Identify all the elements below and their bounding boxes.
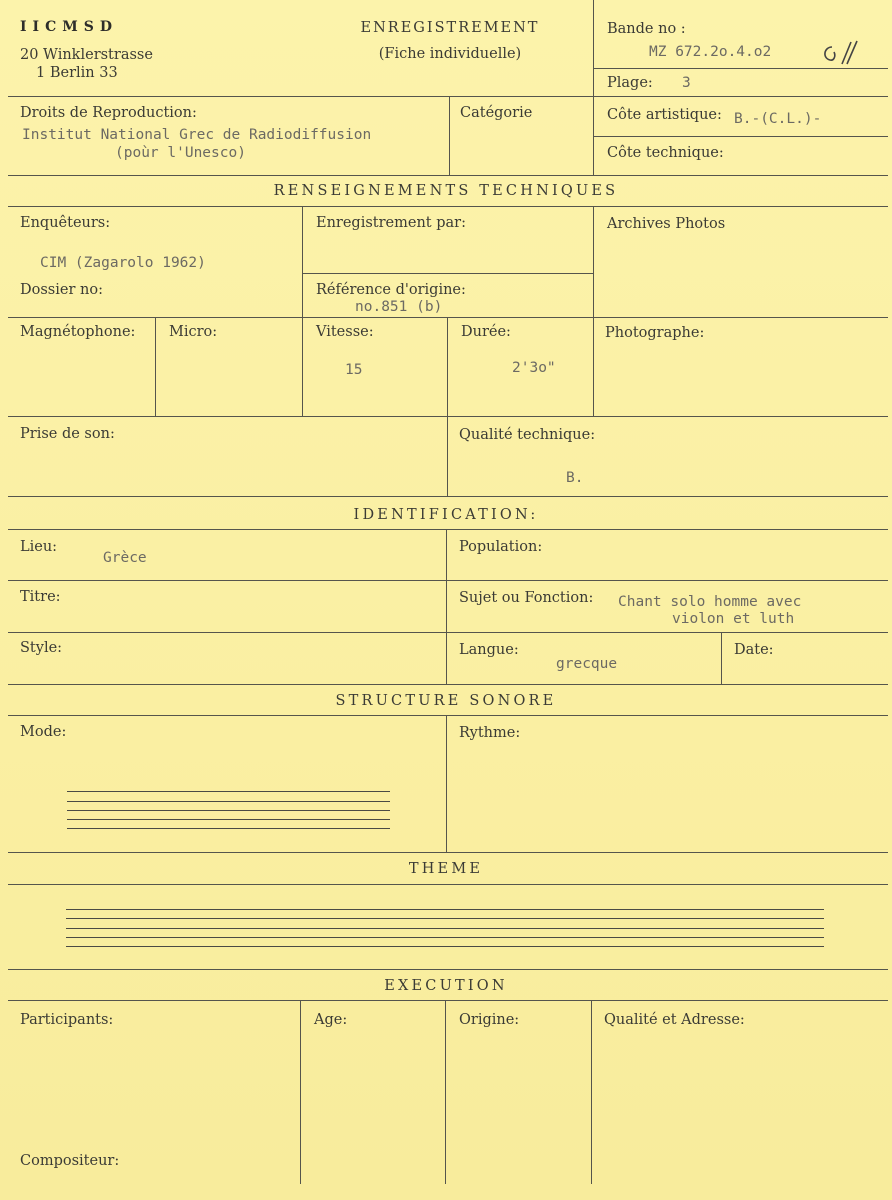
staff-line <box>67 791 390 792</box>
vitesse-label: Vitesse: <box>316 324 374 340</box>
age-label: Age: <box>314 1012 348 1028</box>
divider <box>446 715 447 853</box>
divider <box>302 273 593 274</box>
address-city: 1 Berlin 33 <box>36 65 118 81</box>
form-title: ENREGISTREMENT <box>360 20 540 36</box>
staff-line <box>66 928 824 929</box>
date-label: Date: <box>734 642 774 658</box>
mode-label: Mode: <box>20 724 67 740</box>
divider <box>593 206 594 416</box>
cote-artistique-label: Côte artistique: <box>607 107 722 123</box>
divider <box>8 416 888 417</box>
divider <box>8 580 888 581</box>
staff-line <box>67 828 390 829</box>
section-title-technical: RENSEIGNEMENTS TECHNIQUES <box>273 183 619 199</box>
micro-label: Micro: <box>169 324 218 340</box>
divider <box>8 175 888 176</box>
divider <box>8 1000 888 1001</box>
photographe-label: Photographe: <box>605 325 705 341</box>
dossier-label: Dossier no: <box>20 282 103 298</box>
sujet-label: Sujet ou Fonction: <box>459 590 594 606</box>
divider <box>593 136 888 137</box>
cote-technique-label: Côte technique: <box>607 145 724 161</box>
sujet-value-line1: Chant solo homme avec <box>618 594 802 610</box>
divider <box>449 97 450 175</box>
section-title-execution: EXECUTION <box>384 978 508 994</box>
reference-label: Référence d'origine: <box>316 282 466 298</box>
divider <box>445 1000 446 1184</box>
divider <box>8 96 888 97</box>
divider <box>591 1000 592 1184</box>
rythme-label: Rythme: <box>459 725 521 741</box>
style-label: Style: <box>20 640 63 656</box>
plage-label: Plage: <box>607 75 653 91</box>
divider <box>446 529 447 684</box>
divider <box>8 529 888 530</box>
divider <box>721 632 722 684</box>
divider <box>8 317 888 318</box>
duree-value: 2'3o" <box>512 360 556 376</box>
divider <box>8 884 888 885</box>
section-title-theme: THEME <box>408 861 484 877</box>
plage-value: 3 <box>682 75 691 91</box>
magnetophone-label: Magnétophone: <box>20 324 136 340</box>
staff-line <box>67 810 390 811</box>
staff-line <box>66 918 824 919</box>
sujet-value-line2: violon et luth <box>672 611 795 627</box>
rights-value-line1: Institut National Grec de Radiodiffusion <box>22 127 372 143</box>
form-subtitle: (Fiche individuelle) <box>378 46 522 62</box>
divider <box>593 68 888 69</box>
qualite-technique-value: B. <box>566 470 584 486</box>
population-label: Population: <box>459 539 543 555</box>
vitesse-value: 15 <box>345 362 363 378</box>
divider <box>8 715 888 716</box>
section-title-identification: IDENTIFICATION: <box>353 507 539 523</box>
reference-value: no.851 (b) <box>355 299 443 315</box>
prise-de-son-label: Prise de son: <box>20 426 115 442</box>
enqueteurs-label: Enquêteurs: <box>20 215 111 231</box>
section-title-structure: STRUCTURE SONORE <box>335 693 557 709</box>
rights-value-line2: (poùr l'Unesco) <box>115 145 246 161</box>
staff-line <box>67 801 390 802</box>
rights-label: Droits de Reproduction: <box>20 105 197 121</box>
bande-label: Bande no : <box>607 21 686 37</box>
archives-photos-label: Archives Photos <box>607 216 726 232</box>
divider <box>447 317 448 497</box>
duree-label: Durée: <box>461 324 511 340</box>
langue-value: grecque <box>556 656 618 672</box>
address-street: 20 Winklerstrasse <box>20 47 153 63</box>
enqueteurs-value: CIM (Zagarolo 1962) <box>40 255 206 271</box>
titre-label: Titre: <box>20 589 61 605</box>
langue-label: Langue: <box>459 642 519 658</box>
participants-label: Participants: <box>20 1012 114 1028</box>
divider <box>8 632 888 633</box>
staff-line <box>66 909 824 910</box>
categorie-label: Catégorie <box>460 105 533 121</box>
staff-line <box>66 937 824 938</box>
divider <box>155 317 156 416</box>
bande-value: MZ 672.2o.4.o2 <box>649 44 772 60</box>
divider <box>302 206 303 416</box>
enregistrement-par-label: Enregistrement par: <box>316 215 466 231</box>
divider <box>8 684 888 685</box>
staff-line <box>67 819 390 820</box>
divider <box>300 1000 301 1184</box>
divider <box>8 206 888 207</box>
staff-line <box>66 946 824 947</box>
compositeur-label: Compositeur: <box>20 1153 120 1169</box>
lieu-label: Lieu: <box>20 539 58 555</box>
lieu-value: Grèce <box>103 550 147 566</box>
origine-label: Origine: <box>459 1012 520 1028</box>
institute-logo: IICMSD <box>20 19 118 35</box>
qualite-adresse-label: Qualité et Adresse: <box>604 1012 745 1028</box>
divider <box>8 969 888 970</box>
qualite-technique-label: Qualité technique: <box>459 427 596 443</box>
cote-artistique-value: B.-(C.L.)- <box>734 111 822 127</box>
handwritten-mark-icon <box>818 38 864 66</box>
divider <box>8 852 888 853</box>
divider <box>8 496 888 497</box>
